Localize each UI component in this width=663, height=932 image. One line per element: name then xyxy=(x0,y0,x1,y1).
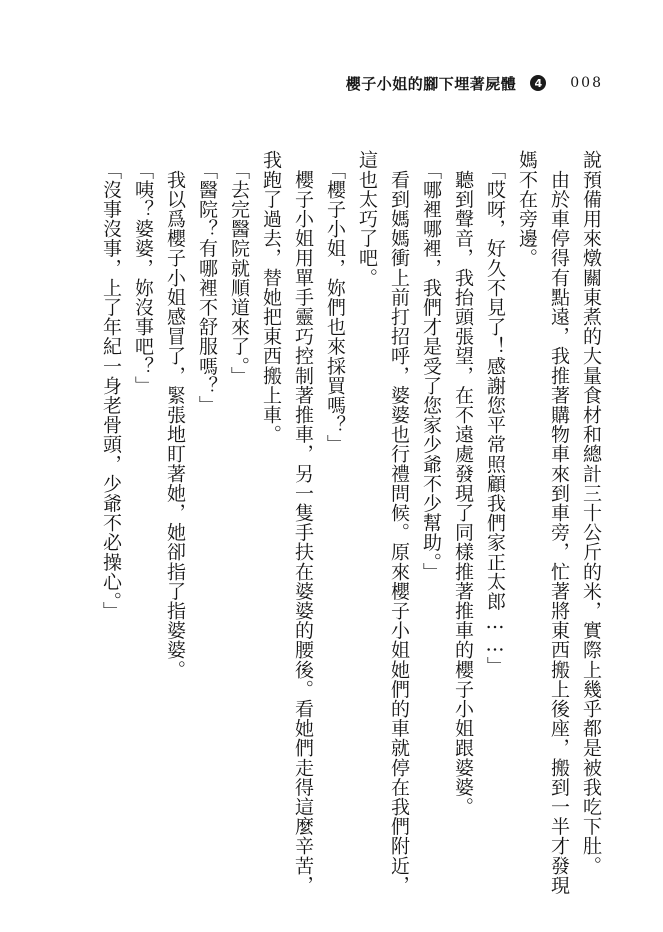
text-line: 我跑了過去，替她把東西搬上車。 xyxy=(260,150,282,444)
text-line: 看到媽媽衝上前打招呼，婆婆也行禮問候。原來櫻子小姐她們的車就停在我們附近， xyxy=(388,150,410,895)
text-line: 櫻子小姐用單手靈巧控制著推車，另一隻手扶在婆婆的腰後。看她們走得這麼辛苦， xyxy=(292,150,314,895)
text-line: 聽到聲音，我抬頭張望，在不遠處發現了同樣推著推車的櫻子小姐跟婆婆。 xyxy=(452,150,474,817)
vertical-text-body xyxy=(97,150,605,895)
text-line: 「哎呀，好久不見了！感謝您平常照顧我們家正太郎……」 xyxy=(484,150,506,676)
text-line: 「櫻子小姐，妳們也來採買嗎？」 xyxy=(324,150,346,455)
running-header xyxy=(346,72,603,94)
book-title: 櫻子小姐的腳下埋著屍體 xyxy=(345,74,517,93)
volume-number-badge: 4 xyxy=(530,75,546,91)
text-line: 這也太巧了吧。 xyxy=(356,150,378,288)
text-line: 媽不在旁邊。 xyxy=(516,150,538,268)
text-line: 「去完醫院就順道來了。」 xyxy=(228,150,250,386)
text-line: 「醫院？有哪裡不舒服嗎？」 xyxy=(196,150,218,415)
text-line: 「咦？婆婆，妳沒事吧？」 xyxy=(132,150,154,396)
text-line: 由於車停得有點遠，我推著購物車來到車旁，忙著將東西搬上後座，搬到一半才發現 xyxy=(548,150,570,895)
page-number: 008 xyxy=(570,75,603,91)
text-line: 「沒事沒事，上了年紀一身老骨頭，少爺不必操心。」 xyxy=(100,150,122,621)
text-line: 我以爲櫻子小姐感冒了，緊張地盯著她，她卻指了指婆婆。 xyxy=(164,150,186,680)
text-line: 「哪裡哪裡，我們才是受了您家少爺不少幫助。」 xyxy=(420,150,442,582)
text-line: 說預備用來燉關東煮的大量食材和總計三十公斤的米，實際上幾乎都是被我吃下肚。 xyxy=(580,150,602,876)
